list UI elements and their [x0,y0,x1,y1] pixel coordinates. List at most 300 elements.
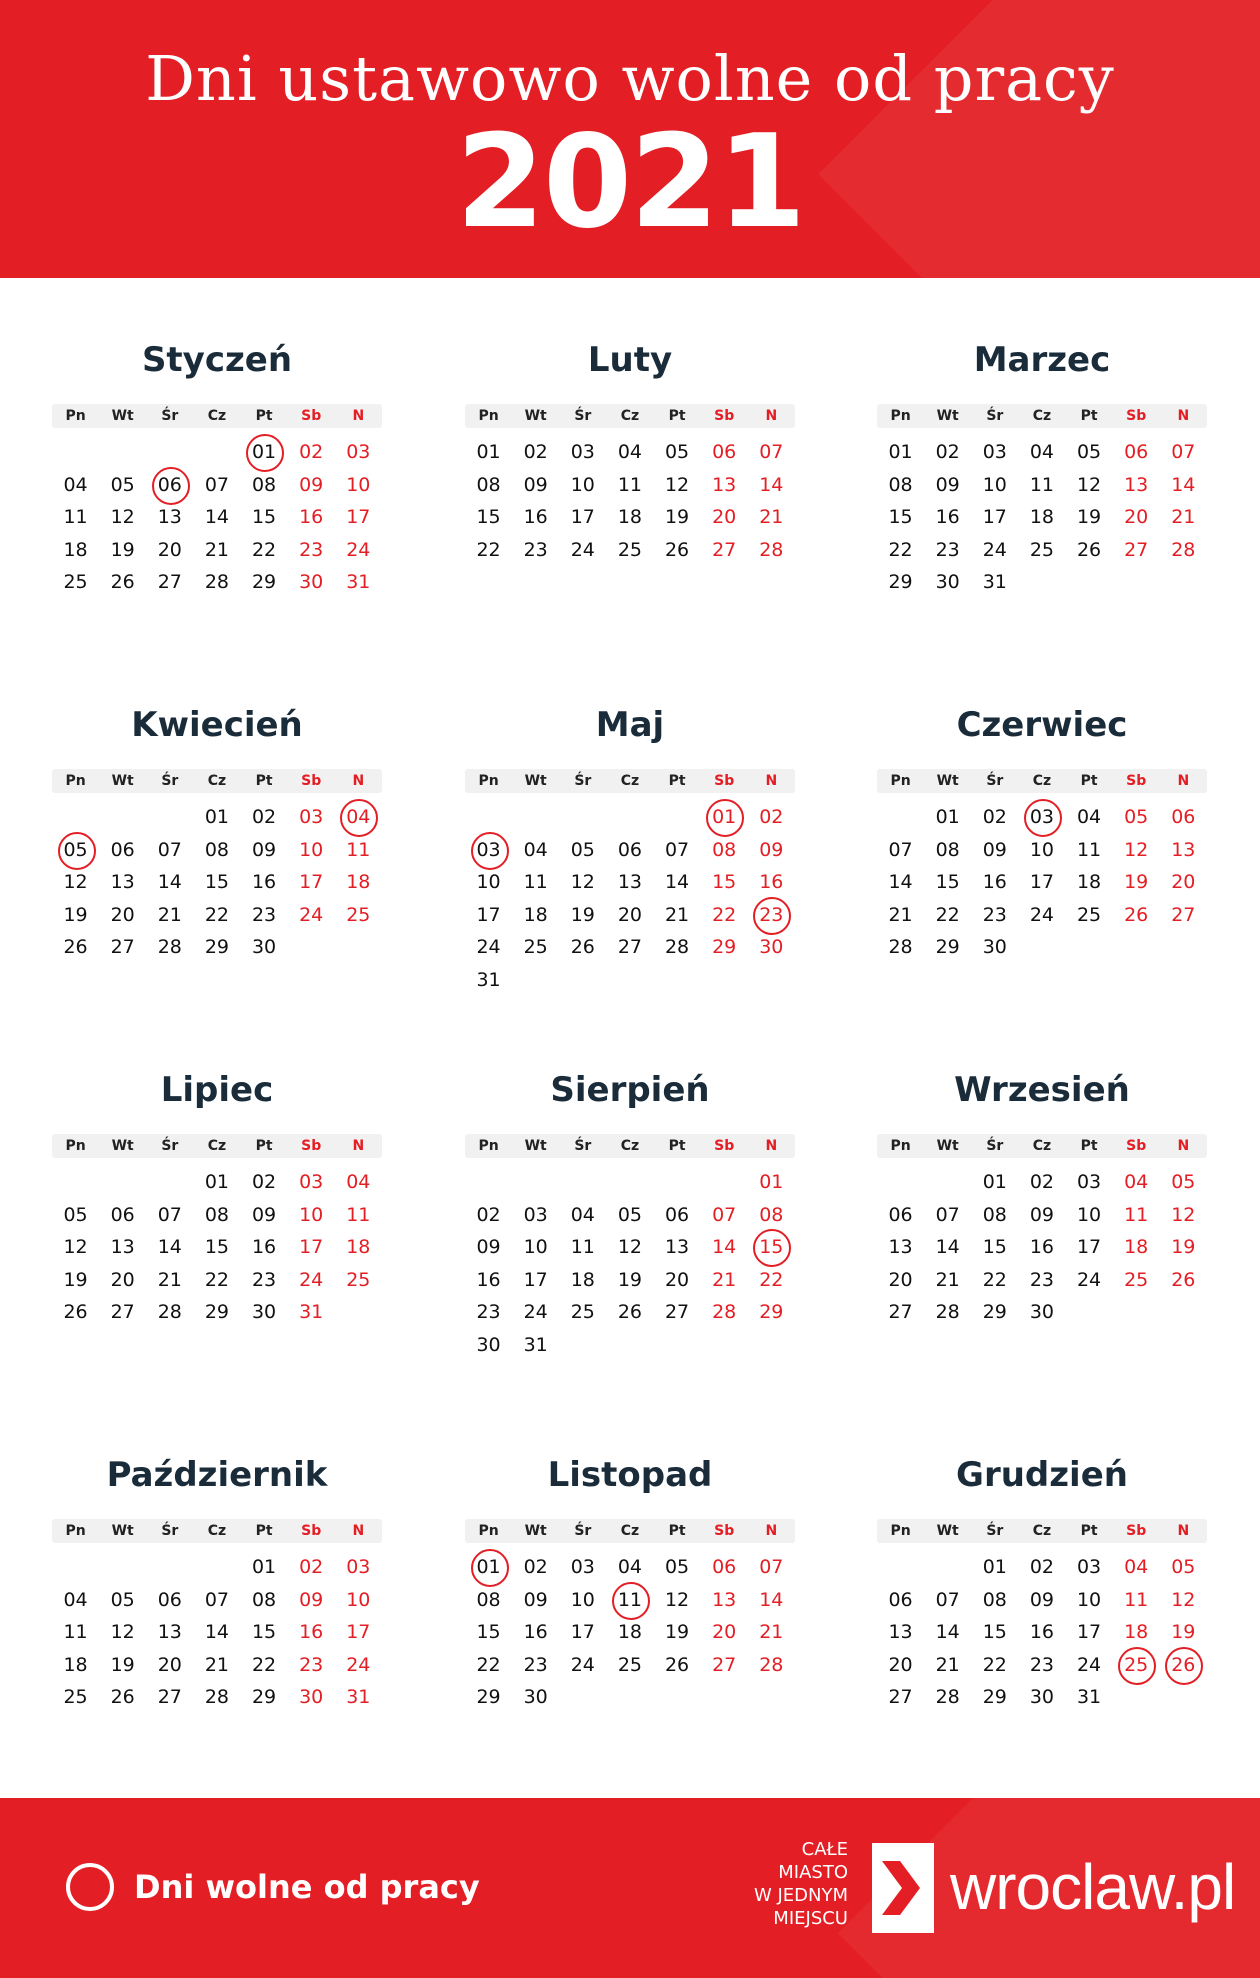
weekday-label: N [1177,1138,1190,1154]
day-cell: 03 [299,1171,324,1194]
day-cell: 20 [110,1268,135,1291]
day-cell: 10 [1076,1203,1102,1226]
day-cell: 10 [1029,838,1055,861]
day-cell: 22 [204,1268,230,1291]
days-grid [465,801,795,996]
month-name: Lipiec [160,1070,274,1110]
weekday-label: Pt [668,408,686,424]
day-cell: 21 [157,903,182,926]
day-cell: 16 [523,1621,548,1644]
day-cell: 12 [110,1621,135,1644]
day-cell: 08 [982,1588,1007,1611]
days-grid [52,1551,382,1714]
month-name: Sierpień [550,1070,710,1110]
weekday-header [877,1134,1207,1158]
day-cell: 14 [157,871,182,894]
day-cell: 21 [664,903,690,926]
weekday-label: Pn [478,1138,499,1154]
day-cell: 12 [1076,473,1102,496]
day-cell: 02 [1029,1556,1055,1579]
day-cell: 22 [935,903,960,926]
weekday-label: Pn [890,1523,911,1539]
day-cell: 20 [712,1621,737,1644]
day-cell: 22 [888,538,913,561]
day-cell: 20 [664,1268,690,1291]
day-cell: 04 [63,473,88,496]
day-cell: 18 [1029,506,1055,529]
day-cell: 30 [1029,1301,1055,1324]
day-cell: 23 [251,903,277,926]
day-cell: 30 [299,1686,324,1709]
month-name: Luty [587,340,673,380]
day-cell: 10 [476,871,501,894]
day-cell: 31 [346,571,371,594]
day-cell: 28 [712,1301,737,1324]
day-cell: 08 [204,838,230,861]
day-cell: 27 [110,936,135,959]
day-cell: 30 [251,1301,277,1324]
weekday-label: Sb [301,773,322,789]
days-grid [465,1551,795,1714]
day-cell: 10 [346,1588,371,1611]
day-cell: 11 [570,1236,595,1259]
day-cell: 02 [299,441,324,464]
day-cell: 08 [476,1588,501,1611]
day-cell: 14 [1171,473,1196,496]
day-cell: 07 [204,473,230,496]
day-cell: 07 [712,1203,737,1226]
holiday-day: 06 [146,469,193,502]
day-cell: 12 [110,506,135,529]
weekday-label: N [352,773,365,789]
logo-text: wroclaw.pl [950,1851,1236,1923]
holiday-day: 23 [748,899,795,932]
weekday-label: Cz [1032,773,1052,789]
weekday-label: Cz [1032,408,1052,424]
weekday-label: N [1177,408,1190,424]
weekday-label: Sb [714,1138,735,1154]
holiday-day: 04 [335,801,382,834]
day-cell: 10 [346,473,371,496]
day-cell: 06 [712,1556,737,1579]
day-cell: 13 [664,1236,690,1259]
day-cell: 15 [982,1236,1007,1259]
day-cell: 23 [299,1653,324,1676]
day-cell: 21 [759,506,784,529]
day-cell: 11 [1124,1588,1149,1611]
weekday-label: Sb [714,773,735,789]
day-cell: 28 [888,936,913,959]
day-cell: 24 [476,936,501,959]
weekday-label: Wt [936,1523,959,1539]
day-cell: 25 [346,1268,371,1291]
day-cell: 17 [476,903,501,926]
day-cell: 23 [251,1268,277,1291]
empty-day-cell [146,1166,193,1199]
footer-banner [0,1798,1260,1978]
weekday-label: Pt [255,1138,273,1154]
day-cell: 30 [476,1333,501,1356]
day-cell: 08 [712,838,737,861]
day-cell: 17 [570,506,595,529]
month-calendar [877,338,1207,599]
day-cell: 19 [570,903,595,926]
day-cell: 25 [523,936,548,959]
legend-label: Dni wolne od pracy [134,1868,480,1906]
day-cell: 15 [935,871,960,894]
weekday-label: Wt [111,1523,134,1539]
weekday-label: Pn [65,1523,86,1539]
day-cell: 03 [1076,1171,1102,1194]
weekday-label: N [1177,1523,1190,1539]
weekday-label: Pt [668,1523,686,1539]
day-cell: 10 [570,473,595,496]
day-cell: 25 [570,1301,595,1324]
day-cell: 15 [712,871,737,894]
holiday-day: 01 [701,801,748,834]
day-cell: 22 [476,1653,501,1676]
day-cell: 27 [888,1686,913,1709]
day-cell: 05 [110,473,135,496]
day-cell: 29 [251,1686,277,1709]
holiday-day: 15 [748,1231,795,1264]
empty-day-cell [654,801,701,834]
day-cell: 06 [1171,806,1196,829]
day-cell: 17 [1076,1236,1102,1259]
day-cell: 05 [110,1588,135,1611]
day-cell: 08 [935,838,960,861]
day-cell: 09 [523,1588,548,1611]
day-cell: 25 [617,1653,643,1676]
weekday-label: N [1177,773,1190,789]
day-cell: 18 [1124,1236,1149,1259]
day-cell: 22 [251,1653,277,1676]
month-name: Marzec [973,340,1111,380]
days-grid [877,801,1207,964]
month-name: Listopad [547,1455,713,1495]
month-name: Kwiecień [131,705,303,745]
day-cell: 10 [570,1588,595,1611]
day-cell: 24 [570,538,595,561]
day-cell: 24 [982,538,1007,561]
month-calendar [465,1453,795,1714]
day-cell: 24 [299,1268,324,1291]
weekday-header [465,404,795,428]
day-cell: 12 [617,1236,643,1259]
day-cell: 20 [888,1268,913,1291]
day-cell: 18 [617,1621,643,1644]
day-cell: 08 [204,1203,230,1226]
day-cell: 01 [982,1171,1007,1194]
day-cell: 19 [110,538,135,561]
tagline [720,1838,848,1930]
weekday-label: Wt [111,773,134,789]
holiday-day: 03 [1018,801,1065,834]
day-cell: 25 [1124,1268,1149,1291]
empty-day-cell [924,1551,971,1584]
day-cell: 12 [570,871,595,894]
day-cell: 07 [1171,441,1196,464]
day-cell: 05 [617,1203,643,1226]
day-cell: 07 [888,838,913,861]
day-cell: 06 [110,1203,135,1226]
weekday-label: Śr [161,1523,179,1539]
day-cell: 27 [712,1653,737,1676]
day-cell: 22 [204,903,230,926]
day-cell: 31 [1076,1686,1102,1709]
weekday-label: Śr [161,773,179,789]
day-cell: 14 [759,1588,784,1611]
day-cell: 25 [346,903,371,926]
day-cell: 18 [523,903,548,926]
day-cell: 12 [1171,1588,1196,1611]
holiday-day: 26 [1160,1649,1207,1682]
day-cell: 01 [204,806,230,829]
empty-day-cell [146,436,193,469]
weekday-label: Pt [668,1138,686,1154]
weekday-label: Pt [1080,1523,1098,1539]
day-cell: 12 [664,1588,690,1611]
day-cell: 09 [523,473,548,496]
day-cell: 15 [204,1236,230,1259]
holiday-day: 25 [1113,1649,1160,1682]
days-grid [52,801,382,964]
weekday-label: Sb [301,1138,322,1154]
day-cell: 01 [476,441,501,464]
day-cell: 06 [157,1588,182,1611]
day-cell: 11 [346,1203,371,1226]
day-cell: 27 [617,936,643,959]
day-cell: 06 [712,441,737,464]
day-cell: 05 [570,838,595,861]
day-cell: 02 [935,441,960,464]
weekday-label: Śr [986,1138,1004,1154]
weekday-label: Pt [255,773,273,789]
days-grid [465,436,795,566]
day-cell: 05 [664,441,690,464]
weekday-label: Wt [524,1523,547,1539]
day-cell: 29 [204,936,230,959]
day-cell: 05 [664,1556,690,1579]
day-cell: 17 [346,1621,371,1644]
day-cell: 20 [888,1653,913,1676]
days-grid [877,1166,1207,1329]
weekday-label: Wt [936,773,959,789]
day-cell: 17 [982,506,1007,529]
day-cell: 05 [63,1203,88,1226]
weekday-label: Śr [986,773,1004,789]
holiday-day: 11 [606,1584,653,1617]
weekday-label: Pn [478,1523,499,1539]
day-cell: 07 [759,441,784,464]
day-cell: 23 [299,538,324,561]
day-cell: 24 [299,903,324,926]
day-cell: 25 [63,571,88,594]
day-cell: 24 [1076,1653,1102,1676]
day-cell: 19 [664,506,690,529]
day-cell: 16 [299,1621,324,1644]
weekday-label: N [765,773,778,789]
weekday-label: Śr [574,408,592,424]
weekday-label: Śr [161,1138,179,1154]
weekday-label: Pn [478,773,499,789]
day-cell: 14 [935,1621,960,1644]
day-cell: 03 [982,441,1007,464]
day-cell: 23 [982,903,1007,926]
tagline-line: MIASTO [778,1862,848,1883]
day-cell: 02 [476,1203,501,1226]
weekday-header [52,404,382,428]
day-cell: 17 [1029,871,1055,894]
day-cell: 05 [1124,806,1149,829]
empty-day-cell [465,1166,512,1199]
day-cell: 10 [523,1236,548,1259]
day-cell: 13 [888,1236,913,1259]
day-cell: 08 [251,473,277,496]
day-cell: 17 [570,1621,595,1644]
day-cell: 09 [759,838,784,861]
weekday-label: Cz [1032,1138,1052,1154]
day-cell: 23 [1029,1653,1055,1676]
day-cell: 30 [523,1686,548,1709]
weekday-label: Cz [620,773,640,789]
day-cell: 19 [1171,1236,1196,1259]
day-cell: 24 [570,1653,595,1676]
empty-day-cell [193,1551,240,1584]
day-cell: 16 [476,1268,501,1291]
weekday-label: Pn [890,773,911,789]
day-cell: 08 [476,473,501,496]
day-cell: 13 [157,506,182,529]
weekday-label: Śr [574,1138,592,1154]
day-cell: 07 [935,1588,960,1611]
day-cell: 29 [982,1686,1007,1709]
day-cell: 14 [157,1236,182,1259]
day-cell: 25 [63,1686,88,1709]
day-cell: 12 [1124,838,1149,861]
day-cell: 19 [1076,506,1102,529]
day-cell: 12 [1171,1203,1196,1226]
day-cell: 21 [204,538,230,561]
day-cell: 19 [664,1621,690,1644]
day-cell: 23 [523,1653,548,1676]
day-cell: 21 [1171,506,1196,529]
weekday-label: N [352,408,365,424]
day-cell: 31 [523,1333,548,1356]
day-cell: 14 [712,1236,737,1259]
day-cell: 21 [759,1621,784,1644]
day-cell: 28 [759,1653,784,1676]
day-cell: 02 [523,441,548,464]
day-cell: 10 [1076,1588,1102,1611]
day-cell: 13 [1171,838,1196,861]
legend-circle-icon [66,1863,114,1911]
day-cell: 08 [759,1203,784,1226]
day-cell: 29 [712,936,737,959]
day-cell: 03 [523,1203,548,1226]
empty-day-cell [877,801,924,834]
day-cell: 28 [759,538,784,561]
empty-day-cell [559,801,606,834]
day-cell: 27 [157,571,182,594]
day-cell: 15 [476,506,501,529]
weekday-label: N [352,1523,365,1539]
day-cell: 26 [1124,903,1149,926]
day-cell: 27 [1171,903,1196,926]
day-cell: 04 [1029,441,1055,464]
empty-day-cell [924,1166,971,1199]
day-cell: 18 [617,506,643,529]
day-cell: 28 [935,1301,960,1324]
empty-day-cell [99,436,146,469]
empty-day-cell [52,801,99,834]
day-cell: 28 [664,936,690,959]
days-grid [52,1166,382,1329]
day-cell: 31 [299,1301,324,1324]
day-cell: 11 [63,1621,88,1644]
day-cell: 20 [157,538,182,561]
day-cell: 09 [982,838,1007,861]
day-cell: 17 [346,506,371,529]
day-cell: 11 [1076,838,1102,861]
day-cell: 04 [346,1171,371,1194]
month-calendar [465,1068,795,1361]
day-cell: 07 [935,1203,960,1226]
day-cell: 18 [63,1653,88,1676]
day-cell: 05 [1171,1171,1196,1194]
day-cell: 26 [617,1301,643,1324]
weekday-label: Sb [1126,408,1147,424]
day-cell: 13 [1124,473,1149,496]
day-cell: 30 [982,936,1007,959]
empty-day-cell [146,801,193,834]
day-cell: 04 [523,838,548,861]
day-cell: 06 [617,838,643,861]
day-cell: 23 [523,538,548,561]
day-cell: 23 [935,538,960,561]
weekday-header [52,769,382,793]
day-cell: 02 [759,806,784,829]
day-cell: 25 [1076,903,1102,926]
weekday-header [52,1134,382,1158]
day-cell: 26 [110,1686,135,1709]
day-cell: 22 [476,538,501,561]
weekday-label: Wt [111,408,134,424]
day-cell: 02 [251,806,277,829]
day-cell: 21 [935,1268,960,1291]
empty-day-cell [52,436,99,469]
weekday-header [465,1134,795,1158]
day-cell: 09 [1029,1588,1055,1611]
tagline-line: W JEDNYM [753,1885,848,1906]
day-cell: 29 [251,571,277,594]
day-cell: 28 [935,1686,960,1709]
day-cell: 27 [1124,538,1149,561]
day-cell: 17 [299,1236,324,1259]
weekday-label: Wt [524,408,547,424]
day-cell: 09 [251,838,277,861]
day-cell: 14 [204,506,230,529]
day-cell: 19 [63,903,88,926]
weekday-label: Pn [65,773,86,789]
day-cell: 21 [935,1653,960,1676]
empty-day-cell [877,1166,924,1199]
empty-day-cell [99,1166,146,1199]
day-cell: 26 [664,538,690,561]
day-cell: 11 [1029,473,1055,496]
day-cell: 14 [204,1621,230,1644]
day-cell: 06 [888,1588,913,1611]
